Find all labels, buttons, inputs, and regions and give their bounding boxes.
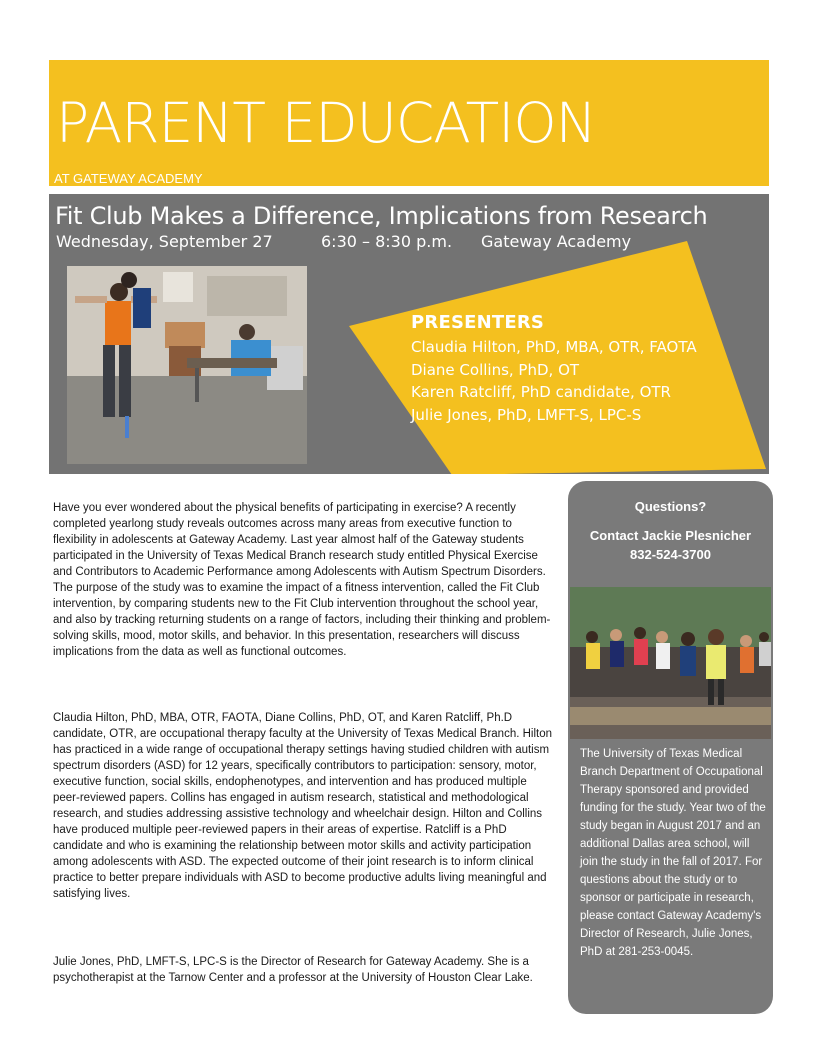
presenter-item: Claudia Hilton, PhD, MBA, OTR, FAOTA bbox=[411, 338, 697, 356]
presenter-item: Diane Collins, PhD, OT bbox=[411, 360, 580, 379]
presenter-item: Karen Ratcliff, PhD candidate, OTR bbox=[411, 383, 671, 401]
director-bio-paragraph: Julie Jones, PhD, LMFT-S, LPC-S is the Director of Research for Gateway Academy. She is a psychotherapist at the Tarnow Center and a professor at the University of Houston Clear Lake. bbox=[53, 956, 533, 984]
presenters-heading: PRESENTERS bbox=[411, 312, 545, 333]
event-location: Gateway Academy bbox=[481, 232, 632, 251]
questions-heading: Questions? bbox=[634, 499, 707, 514]
classroom-photo bbox=[67, 266, 307, 464]
contact-sidebar bbox=[568, 481, 773, 1014]
runners-photo bbox=[570, 587, 771, 739]
event-time: 6:30 – 8:30 p.m. bbox=[321, 232, 453, 251]
sponsor-note: The University of Texas Medical Branch Department of Occupational Therapy sponsored and provided funding for the study. Year two of the study began in August 2017 and an additional Dallas area school, will join the study in the fall of 2017. For questions about the study or to sponsor or participate in research, please contact Gateway Academy's Director of Research, Julie Jones, PhD at 281-253-0045. bbox=[580, 748, 766, 958]
presenters-section bbox=[411, 312, 697, 426]
contact-phone: 832-524-3700 bbox=[630, 547, 711, 562]
event-meta bbox=[49, 232, 769, 254]
event-title: Fit Club Makes a Difference, Implications from Research bbox=[55, 202, 708, 230]
event-date: Wednesday, September 27 bbox=[56, 232, 273, 251]
presenters-bio-paragraph: Claudia Hilton, PhD, MBA, OTR, FAOTA, Diane Collins, PhD, OT, and Karen Ratcliff, Ph.D candidate, OTR, are occupational therapy faculty at the University of Texas Medical Branch. Hilton has practiced in a wide range of occupational therapy settings having studied children with autism spectrum disorders (ASD) for 12 years, specifically contributors to participation: sensory, motor, executive function, social skills, endophenotypes, and intervention and has produced multiple peer-reviewed papers. Collins has engaged in autism research, statistical and methodological research, and studies addressing assistive technology and wheelchair design. Hilton and Collins have produced multiple peer-reviewed papers in their areas of expertise. Ratcliff is a PhD candidate and who is examining the relationship between motor skills and activity participation among adolescents with ASD. The expected outcome of their joint research is to inform clinical practice to better prepare individuals with ASD to become productive adults living meaningful and satisfying lives. bbox=[53, 712, 553, 900]
contact-name: Contact Jackie Plesnicher bbox=[589, 528, 752, 543]
page-title: PARENT EDUCATION bbox=[56, 91, 596, 155]
intro-paragraph: Have you ever wondered about the physical benefits of participating in exercise? A recently completed yearlong study reveals outcomes across many areas from executive function to flexibility in adolescents at Gateway Academy. Last year almost half of the Gateway students participated in the University of Texas Medical Branch research study entitled Physical Exercise and Contributors to Academic Performance among Adolescents with Autism Spectrum Disorders. The purpose of the study was to examine the impact of a fitness intervention, called the Fit Club intervention, by comparing students new to the Fit Club intervention throughout the school year, and also by tracking returning students on a range of factors, including their thinking and problem-solving skills, mood, motor skills, and behavior. In this presentation, researchers will discuss implications from the data as well as functional outcomes. bbox=[53, 502, 551, 658]
presenter-item: Julie Jones, PhD, LMFT-S, LPC-S bbox=[411, 405, 642, 424]
event-panel bbox=[49, 194, 769, 474]
page-subtitle: AT GATEWAY ACADEMY bbox=[54, 171, 203, 186]
